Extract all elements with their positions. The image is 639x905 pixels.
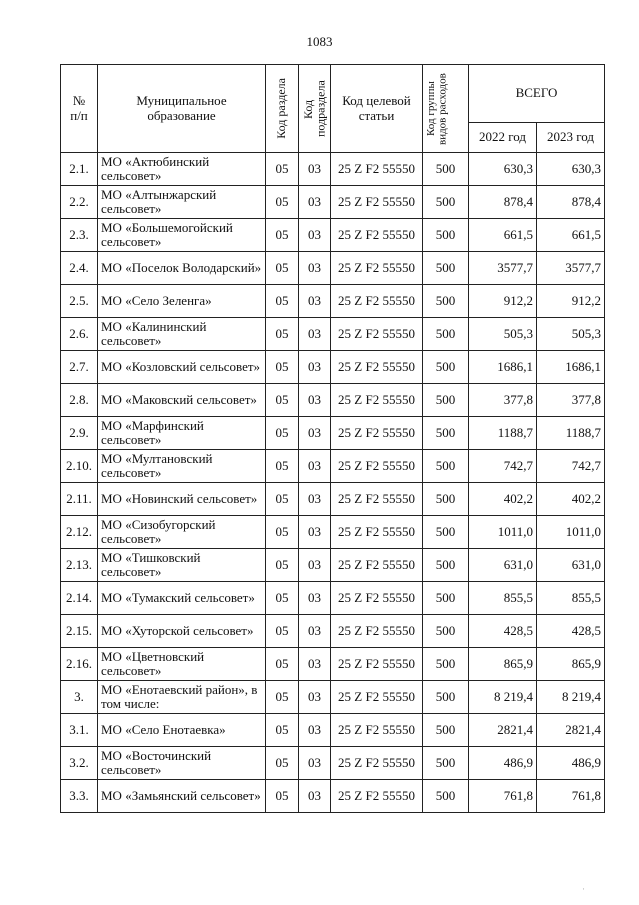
cell-subsection: 03 <box>299 384 331 417</box>
cell-2022: 486,9 <box>469 747 537 780</box>
cell-section: 05 <box>266 219 299 252</box>
cell-municipality: МО «Енотаевский район», в том числе: <box>98 681 266 714</box>
header-subsection-code <box>299 65 331 153</box>
cell-expense-group: 500 <box>423 747 469 780</box>
cell-subsection: 03 <box>299 582 331 615</box>
cell-municipality: МО «Актюбинский сельсовет» <box>98 153 266 186</box>
cell-target-code: 25 Z F2 55550 <box>331 252 423 285</box>
header-subsection-code-text: Код подраздела <box>300 80 328 137</box>
cell-2023: 428,5 <box>537 615 605 648</box>
cell-2023: 912,2 <box>537 285 605 318</box>
cell-subsection: 03 <box>299 318 331 351</box>
cell-target-code: 25 Z F2 55550 <box>331 186 423 219</box>
cell-expense-group: 500 <box>423 780 469 813</box>
cell-expense-group: 500 <box>423 681 469 714</box>
cell-subsection: 03 <box>299 153 331 186</box>
header-expense-group <box>423 65 469 153</box>
cell-municipality: МО «Замьянский сельсовет» <box>98 780 266 813</box>
cell-subsection: 03 <box>299 516 331 549</box>
cell-expense-group: 500 <box>423 615 469 648</box>
table-body <box>61 153 605 813</box>
cell-municipality: МО «Восточинский сельсовет» <box>98 747 266 780</box>
header-expense-group-text: Код группы видов расходов <box>424 72 449 145</box>
cell-municipality: МО «Маковский сельсовет» <box>98 384 266 417</box>
header-year-2022: 2022 год <box>469 123 537 153</box>
cell-subsection: 03 <box>299 747 331 780</box>
header-total: ВСЕГО <box>469 65 605 123</box>
cell-target-code: 25 Z F2 55550 <box>331 417 423 450</box>
cell-no: 3. <box>61 681 98 714</box>
cell-no: 3.1. <box>61 714 98 747</box>
cell-target-code: 25 Z F2 55550 <box>331 780 423 813</box>
cell-target-code: 25 Z F2 55550 <box>331 681 423 714</box>
cell-2022: 661,5 <box>469 219 537 252</box>
cell-subsection: 03 <box>299 450 331 483</box>
cell-target-code: 25 Z F2 55550 <box>331 351 423 384</box>
cell-2023: 3577,7 <box>537 252 605 285</box>
table-row <box>61 417 605 450</box>
cell-2023: 630,3 <box>537 153 605 186</box>
header-section-code-text: Код раздела <box>274 78 288 139</box>
cell-no: 2.14. <box>61 582 98 615</box>
cell-target-code: 25 Z F2 55550 <box>331 747 423 780</box>
cell-expense-group: 500 <box>423 714 469 747</box>
header-year-2023: 2023 год <box>537 123 605 153</box>
cell-municipality: МО «Мултановский сельсовет» <box>98 450 266 483</box>
table-row <box>61 318 605 351</box>
cell-section: 05 <box>266 417 299 450</box>
cell-subsection: 03 <box>299 549 331 582</box>
cell-target-code: 25 Z F2 55550 <box>331 549 423 582</box>
cell-no: 2.10. <box>61 450 98 483</box>
cell-target-code: 25 Z F2 55550 <box>331 516 423 549</box>
cell-2022: 8 219,4 <box>469 681 537 714</box>
cell-subsection: 03 <box>299 681 331 714</box>
header-municipality: Муниципальное образование <box>98 65 266 153</box>
cell-municipality: МО «Калининский сельсовет» <box>98 318 266 351</box>
cell-section: 05 <box>266 516 299 549</box>
table-row <box>61 384 605 417</box>
cell-2022: 761,8 <box>469 780 537 813</box>
cell-no: 2.2. <box>61 186 98 219</box>
cell-section: 05 <box>266 450 299 483</box>
cell-2022: 912,2 <box>469 285 537 318</box>
cell-section: 05 <box>266 384 299 417</box>
cell-2023: 377,8 <box>537 384 605 417</box>
cell-municipality: МО «Тишковский сельсовет» <box>98 549 266 582</box>
cell-municipality: МО «Алтынжарский сельсовет» <box>98 186 266 219</box>
cell-no: 2.16. <box>61 648 98 681</box>
table-row <box>61 648 605 681</box>
cell-2022: 505,3 <box>469 318 537 351</box>
cell-municipality: МО «Село Зеленга» <box>98 285 266 318</box>
cell-municipality: МО «Поселок Володарский» <box>98 252 266 285</box>
cell-municipality: МО «Козловский сельсовет» <box>98 351 266 384</box>
cell-expense-group: 500 <box>423 186 469 219</box>
cell-expense-group: 500 <box>423 384 469 417</box>
cell-2023: 1188,7 <box>537 417 605 450</box>
cell-2022: 1686,1 <box>469 351 537 384</box>
cell-municipality: МО «Сизобугорский сельсовет» <box>98 516 266 549</box>
table-row <box>61 549 605 582</box>
cell-2023: 865,9 <box>537 648 605 681</box>
cell-2023: 1686,1 <box>537 351 605 384</box>
cell-2022: 428,5 <box>469 615 537 648</box>
cell-2023: 855,5 <box>537 582 605 615</box>
cell-no: 2.9. <box>61 417 98 450</box>
cell-no: 2.3. <box>61 219 98 252</box>
header-no: № п/п <box>61 65 98 153</box>
cell-expense-group: 500 <box>423 483 469 516</box>
cell-expense-group: 500 <box>423 516 469 549</box>
table-row <box>61 351 605 384</box>
table-row <box>61 483 605 516</box>
cell-2023: 505,3 <box>537 318 605 351</box>
cell-target-code: 25 Z F2 55550 <box>331 615 423 648</box>
cell-expense-group: 500 <box>423 351 469 384</box>
cell-2023: 2821,4 <box>537 714 605 747</box>
cell-subsection: 03 <box>299 252 331 285</box>
header-target-code: Код целевой статьи <box>331 65 423 153</box>
cell-target-code: 25 Z F2 55550 <box>331 153 423 186</box>
page-number: 1083 <box>306 34 333 49</box>
table-row <box>61 780 605 813</box>
cell-2022: 855,5 <box>469 582 537 615</box>
cell-no: 2.6. <box>61 318 98 351</box>
cell-expense-group: 500 <box>423 549 469 582</box>
table-row <box>61 714 605 747</box>
cell-municipality: МО «Цветновский сельсовет» <box>98 648 266 681</box>
cell-target-code: 25 Z F2 55550 <box>331 318 423 351</box>
cell-no: 2.5. <box>61 285 98 318</box>
cell-2023: 631,0 <box>537 549 605 582</box>
cell-municipality: МО «Село Енотаевка» <box>98 714 266 747</box>
cell-expense-group: 500 <box>423 648 469 681</box>
cell-2022: 402,2 <box>469 483 537 516</box>
table-row <box>61 450 605 483</box>
cell-2022: 3577,7 <box>469 252 537 285</box>
cell-2023: 661,5 <box>537 219 605 252</box>
cell-target-code: 25 Z F2 55550 <box>331 483 423 516</box>
cell-no: 2.11. <box>61 483 98 516</box>
cell-2022: 865,9 <box>469 648 537 681</box>
cell-section: 05 <box>266 549 299 582</box>
budget-table <box>60 64 605 813</box>
cell-2022: 1188,7 <box>469 417 537 450</box>
cell-section: 05 <box>266 780 299 813</box>
cell-target-code: 25 Z F2 55550 <box>331 582 423 615</box>
table-header <box>61 65 605 153</box>
cell-municipality: МО «Хуторской сельсовет» <box>98 615 266 648</box>
table-row <box>61 582 605 615</box>
cell-no: 3.3. <box>61 780 98 813</box>
cell-2023: 1011,0 <box>537 516 605 549</box>
cell-2022: 1011,0 <box>469 516 537 549</box>
cell-section: 05 <box>266 153 299 186</box>
table-row <box>61 252 605 285</box>
cell-municipality: МО «Тумакский сельсовет» <box>98 582 266 615</box>
cell-subsection: 03 <box>299 285 331 318</box>
cell-expense-group: 500 <box>423 252 469 285</box>
cell-section: 05 <box>266 681 299 714</box>
cell-section: 05 <box>266 615 299 648</box>
cell-2023: 742,7 <box>537 450 605 483</box>
cell-section: 05 <box>266 351 299 384</box>
cell-subsection: 03 <box>299 219 331 252</box>
cell-municipality: МО «Большемогойский сельсовет» <box>98 219 266 252</box>
cell-no: 3.2. <box>61 747 98 780</box>
table-row <box>61 186 605 219</box>
cell-subsection: 03 <box>299 780 331 813</box>
cell-target-code: 25 Z F2 55550 <box>331 384 423 417</box>
cell-target-code: 25 Z F2 55550 <box>331 714 423 747</box>
cell-section: 05 <box>266 747 299 780</box>
cell-target-code: 25 Z F2 55550 <box>331 450 423 483</box>
cell-2023: 402,2 <box>537 483 605 516</box>
cell-target-code: 25 Z F2 55550 <box>331 285 423 318</box>
cell-section: 05 <box>266 186 299 219</box>
cell-2022: 742,7 <box>469 450 537 483</box>
cell-section: 05 <box>266 582 299 615</box>
cell-no: 2.7. <box>61 351 98 384</box>
cell-no: 2.13. <box>61 549 98 582</box>
cell-expense-group: 500 <box>423 285 469 318</box>
cell-no: 2.12. <box>61 516 98 549</box>
cell-target-code: 25 Z F2 55550 <box>331 219 423 252</box>
cell-2023: 878,4 <box>537 186 605 219</box>
cell-municipality: МО «Новинский сельсовет» <box>98 483 266 516</box>
cell-expense-group: 500 <box>423 153 469 186</box>
cell-subsection: 03 <box>299 417 331 450</box>
cell-2023: 486,9 <box>537 747 605 780</box>
cell-expense-group: 500 <box>423 219 469 252</box>
cell-municipality: МО «Марфинский сельсовет» <box>98 417 266 450</box>
table-row <box>61 615 605 648</box>
cell-2023: 761,8 <box>537 780 605 813</box>
cell-2022: 2821,4 <box>469 714 537 747</box>
cell-2023: 8 219,4 <box>537 681 605 714</box>
table-row <box>61 153 605 186</box>
table-row <box>61 219 605 252</box>
cell-target-code: 25 Z F2 55550 <box>331 648 423 681</box>
cell-subsection: 03 <box>299 351 331 384</box>
cell-2022: 878,4 <box>469 186 537 219</box>
table-row <box>61 681 605 714</box>
cell-expense-group: 500 <box>423 417 469 450</box>
cell-no: 2.1. <box>61 153 98 186</box>
cell-subsection: 03 <box>299 615 331 648</box>
table-row <box>61 285 605 318</box>
table-row <box>61 747 605 780</box>
table-row <box>61 516 605 549</box>
cell-expense-group: 500 <box>423 318 469 351</box>
cell-no: 2.4. <box>61 252 98 285</box>
cell-section: 05 <box>266 285 299 318</box>
cell-no: 2.15. <box>61 615 98 648</box>
header-section-code <box>266 65 299 153</box>
cell-subsection: 03 <box>299 648 331 681</box>
scan-mark: · <box>582 884 585 894</box>
cell-section: 05 <box>266 714 299 747</box>
cell-section: 05 <box>266 252 299 285</box>
cell-2022: 630,3 <box>469 153 537 186</box>
cell-section: 05 <box>266 318 299 351</box>
cell-section: 05 <box>266 483 299 516</box>
cell-section: 05 <box>266 648 299 681</box>
cell-subsection: 03 <box>299 186 331 219</box>
cell-2022: 631,0 <box>469 549 537 582</box>
cell-2022: 377,8 <box>469 384 537 417</box>
cell-expense-group: 500 <box>423 450 469 483</box>
cell-expense-group: 500 <box>423 582 469 615</box>
cell-no: 2.8. <box>61 384 98 417</box>
cell-subsection: 03 <box>299 714 331 747</box>
cell-subsection: 03 <box>299 483 331 516</box>
